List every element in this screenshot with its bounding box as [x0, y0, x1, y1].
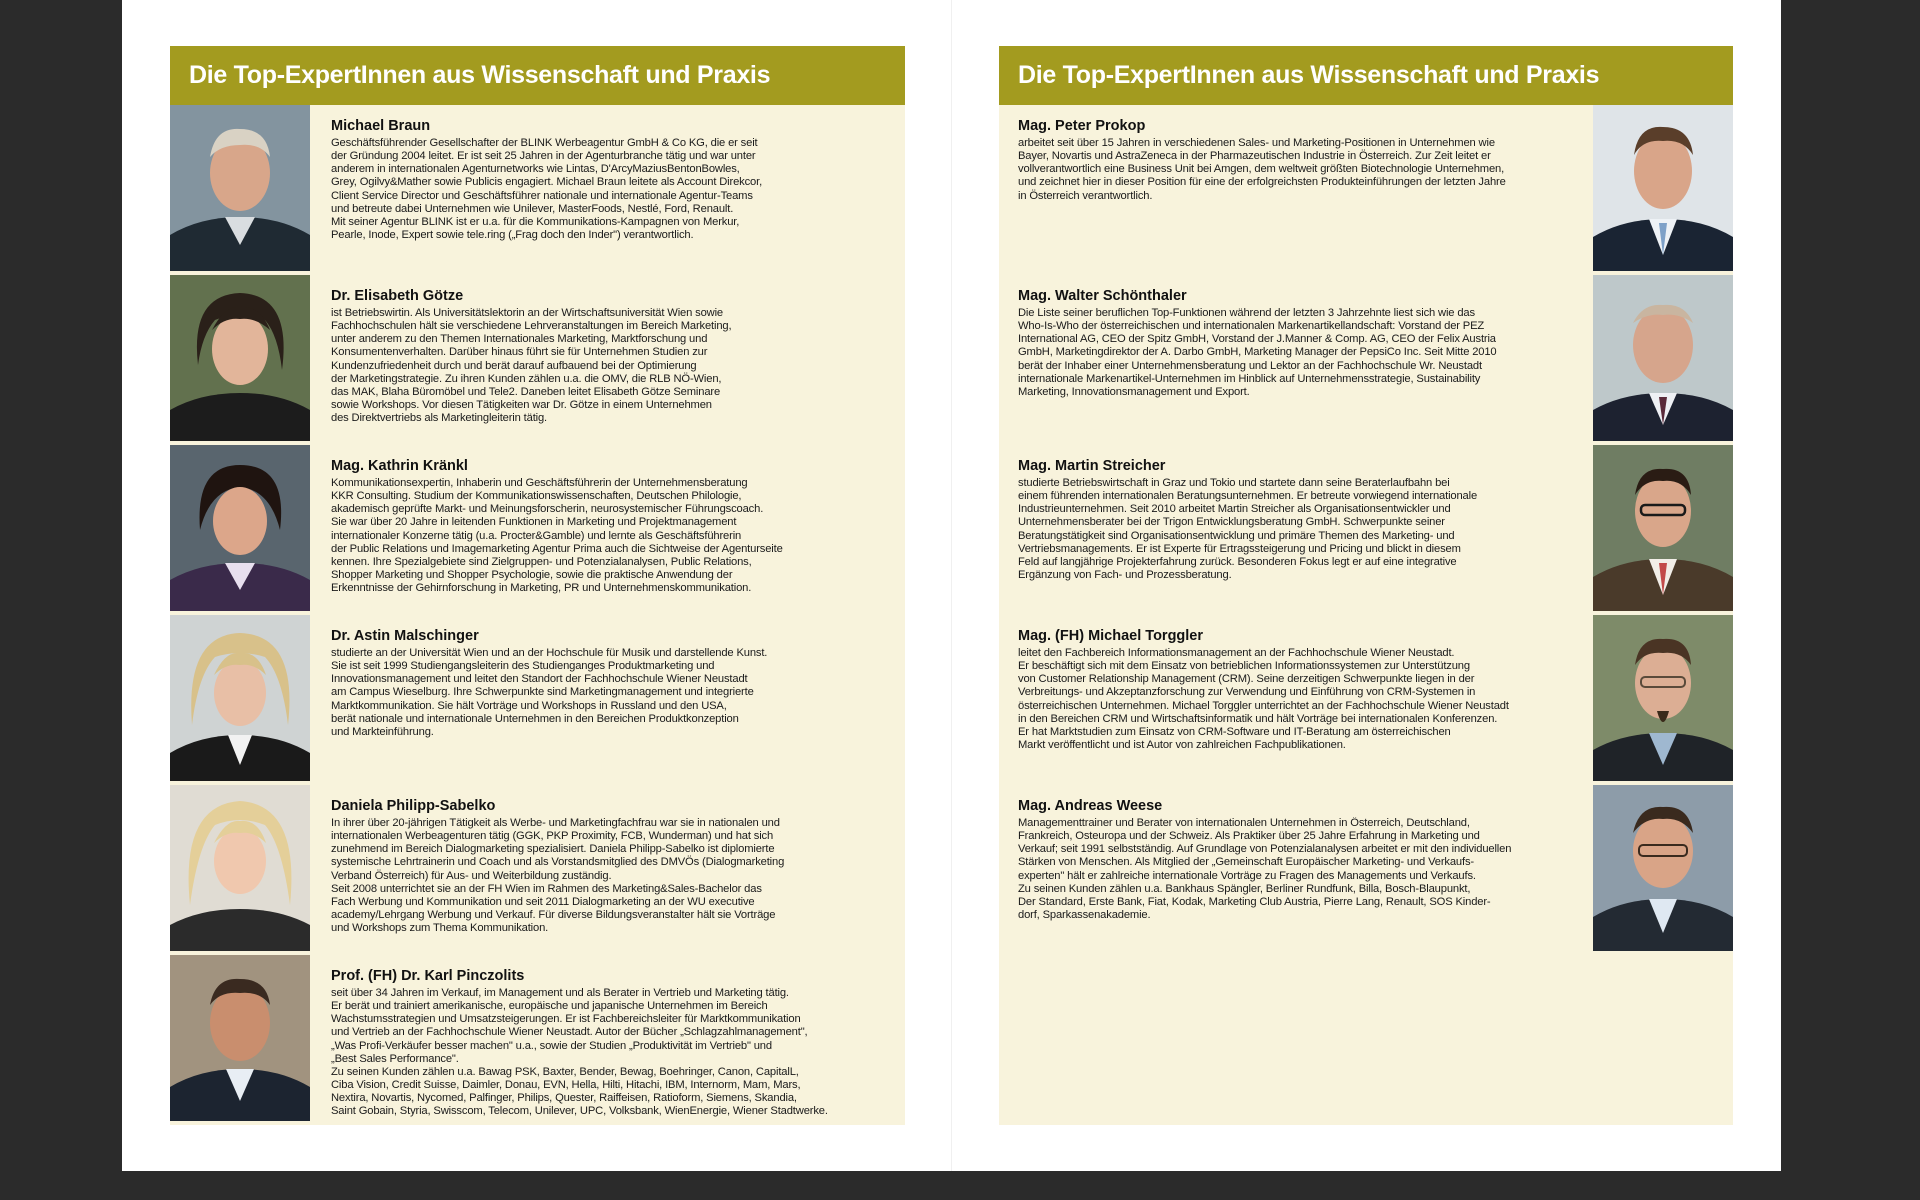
expert-bio: Kommunikationsexpertin, Inhaberin und Geschäftsführerin der Unternehmensberatung KKR Consulting. Studium der Kommunikationswissenschaften, Deutschen Philologie, akademisch geprüfte Markt- und Meinungsforscherin, neurosystemischer Führungscoach. Sie war über 20 Jahre in leitenden Funktionen in Marketing und Projektmanagement internationaler Konzerne tätig (u.a. Procter&Gamble) und lernte als Geschäftsführerin der Public Relations und Imagemarketing Agentur Prima auch die Sichtweise der Agenturseite kennen. Ihre Spezialgebiete sind Zielgruppen- und Potenzialanalysen, Public Relations, Shopper Marketing und Shopper Psychologie, sowie die praktische Anwendung der Erkenntnisse der Gehirnforschung in Marketing, PR und Unternehmenskommunikation. [331, 477, 783, 595]
expert-entry [999, 445, 1733, 611]
expert-bio: studierte Betriebswirtschaft in Graz und Tokio und startete dann seine Beraterlaufbahn bei einem führenden internationalen Beratungsunternehmen. Er betreute vorwiegend internationale Industrieunternehmen. Seit 2010 arbeitet Martin Streicher als Organisationsentwickler und Unternehmensberater bei der Trigon Entwicklungsberatung GmbH. Schwerpunkte seiner Beratungstätigkeit sind Organisationsentwicklung und primäre Themen des Marketing- und Vertriebsmanagements. Er ist Experte für Ertragssteigerung und Pricing und blickt in diesem Feld auf langjährige Projekterfahrung zurück. Besonderen Fokus legt er auf eine integrative Ergänzung von Fach- und Prozessberatung. [1018, 477, 1478, 582]
expert-bio: In ihrer über 20-jährigen Tätigkeit als Werbe- und Marketingfachfrau war sie in nationalen und internationalen Werbeagenturen tätig (GGK, PKP Proximity, FCB, Wunderman) und hat sich zunehmend im Bereich Dialogmarketing spezialisiert. Daniela Philipp-Sabelko ist diplomierte systemische Lehrtrainerin und Coach und als Vorstandsmitglied des DMVÖs (Dialogmarketing Verband Österreich) für Aus- und Weiterbildung zuständig. Seit 2008 unterrichtet sie an der FH Wien im Rahmen des Marketing&Sales-Bachelor das Fach Werbung und Kommunikation und seit 2011 Dialogmarketing an der WU executive academy/Lehrgang Werbung und Verkauf. Für diverse Bildungsveranstalter hält sie Vorträge und Workshops zum Thema Kommunikation. [331, 817, 785, 935]
expert-photo [1593, 615, 1733, 781]
expert-bio: leitet den Fachbereich Informationsmanagement an der Fachhochschule Wiener Neustadt. Er beschäftigt sich mit dem Einsatz von betrieblichen Informationssystemen zur Unterstützung von Customer Relationship Management (CRM). Seine derzeitigen Schwerpunkte liegen in der Verbreitungs- und Akzeptanzforschung zur Verwendung und Einführung von CRM-Systemen in österreichischen Unternehmen. Michael Torggler unterrichtet an der Fachhochschule Wiener Neustadt in den Bereichen CRM und Wirtschaftsinformatik und hält Vorträge bei internationalen Konferenzen. Er hat Marktstudien zum Einsatz von CRM-Software und IT-Beratung am österreichischen Markt veröffentlicht und ist Autor von zahlreichen Fachpublikationen. [1018, 647, 1509, 752]
right-page-panel [999, 46, 1733, 1125]
expert-bio: studierte an der Universität Wien und an der Hochschule für Musik und darstellende Kunst. Sie ist seit 1999 Studiengangsleiterin des Studienganges Produktmarketing und Innovationsmanagement und leitet den Standort der Fachhochschule Wiener Neustadt am Campus Wieselburg. Ihre Schwerpunkte sind Marketingmanagement und integrierte Marktkommunikation. Sie hält Vorträge und Workshops in Russland und den USA, berät nationale und internationale Unternehmen in den Bereichen Produktkonzeption und Markteinführung. [331, 647, 768, 738]
expert-entry [170, 445, 905, 611]
expert-entry [170, 275, 905, 441]
expert-name: Dr. Elisabeth Götze [331, 288, 464, 304]
expert-entry [999, 615, 1733, 781]
expert-name: Daniela Philipp-Sabelko [331, 798, 496, 814]
expert-entry [170, 615, 905, 781]
left-page-panel [170, 46, 905, 1125]
expert-photo [170, 445, 310, 611]
expert-text [331, 628, 891, 739]
expert-text [331, 118, 891, 242]
expert-photo [1593, 445, 1733, 611]
expert-name: Mag. (FH) Michael Torggler [1018, 628, 1204, 644]
expert-text [1018, 458, 1573, 582]
expert-name: Mag. Walter Schönthaler [1018, 288, 1187, 304]
expert-photo [170, 105, 310, 271]
expert-photo [1593, 275, 1733, 441]
expert-name: Michael Braun [331, 118, 431, 134]
expert-text [1018, 118, 1573, 203]
expert-text [331, 458, 891, 595]
expert-name: Prof. (FH) Dr. Karl Pinczolits [331, 968, 525, 984]
expert-bio: ist Betriebswirtin. Als Universitätslektorin an der Wirtschaftsuniversität Wien sowie Fachhochschulen hält sie verschiedene Lehrveranstaltungen im Bereich Marketing, unter anderem zu den Themen Internationales Marketing, Marktforschung und Konsumentenverhalten. Darüber hinaus führt sie für Unternehmen Studien zur Kundenzufriedenheit durch und berät darauf aufbauend bei der Optimierung der Marketingstrategie. Zu ihren Kunden zählen u.a. die OMV, die RLB NÖ-Wien, das MAK, Blaha Büromöbel und Tele2. Daneben leitet Elisabeth Götze Seminare sowie Workshops. Vor diesen Tätigkeiten war Dr. Götze in einem Unternehmen des Direktvertriebs als Marketingleiterin tätig. [331, 307, 732, 425]
expert-bio: seit über 34 Jahren im Verkauf, im Management und als Berater in Vertrieb und Marketing tätig. Er berät und trainiert amerikanische, europäische und japanische Unternehmen im Bereich Wachstumsstrategien und Umsatzsteigerungen. Er ist Fachbereichsleiter für Marktkommunikation und Vertrieb an der Fachhochschule Wiener Neustadt. Autor der Bücher „Schlagzahlmanagement", „Was Profi-Verkäufer besser machen" u.a., sowie der Studien „Produktivität im Vertrieb" und „Best Sales Performance". Zu seinen Kunden zählen u.a. Bawag PSK, Baxter, Bender, Bewag, Boehringer, Canon, CapitalL, Ciba Vision, Credit Suisse, Daimler, Donau, EVN, Hella, Hilti, Hitachi, IBM, Internorm, Mam, Mars, Nextira, Novartis, Nycomed, Palfinger, Philips, Quester, Raiffeisen, Ratioform, Siemens, Skandia, Saint Gobain, Styria, Swisscom, Telecom, Unilever, UPC, Volksbank, WienEnergie, Wiener Stadtwerke. [331, 987, 828, 1118]
expert-entry [170, 785, 905, 951]
expert-name: Mag. Andreas Weese [1018, 798, 1163, 814]
expert-bio: Managementtrainer und Berater von internationalen Unternehmen in Österreich, Deutschland, Frankreich, Osteuropa und der Schweiz. Als Praktiker über 25 Jahre Erfahrung in Marketing und Verkauf; seit 1991 selbstständig. Auf Grundlage von Potenzialanalysen arbeitet er mit den individuellen Stärken von Menschen. Als Mitglied der „Gemeinschaft Europäischer Marketing- und Verkaufs- experten" hält er zahlreiche internationale Vorträge zu Fragen des Managements und Verkaufs. Zu seinen Kunden zählen u.a. Bankhaus Spängler, Berliner Rundfunk, Billa, Bosch-Blaupunkt, Der Standard, Erste Bank, Fiat, Kodak, Marketing Club Austria, Pierre Lang, Renault, SOS Kinder- dorf, Sparkassenakademie. [1018, 817, 1512, 922]
expert-photo [170, 785, 310, 951]
expert-photo [170, 615, 310, 781]
left-page-banner-title: Die Top-ExpertInnen aus Wissenschaft und Praxis [170, 46, 905, 105]
expert-text [331, 798, 891, 935]
expert-bio: Geschäftsführender Gesellschafter der BLINK Werbeagentur GmbH & Co KG, die er seit der Gründung 2004 leitet. Er ist seit 25 Jahren in der Agenturbranche tätig und war unter anderem in internationalen Agenturnetworks wie Lintas, D'ArcyMaziusBentonBowles, Grey, Ogilvy&Mather sowie Publicis engagiert. Michael Braun leitete als Account Direkcor, Client Service Director und Geschäftsführer nationale und internationale Agentur-Teams und betreute dabei Unternehmen wie Unilever, MasterFoods, Nestlé, Ford, Renault. Mit seiner Agentur BLINK ist er u.a. für die Kommunikations-Kampagnen von Merkur, Pearle, Inode, Expert sowie tele.ring („Frag doch den Inder") verantwortlich. [331, 137, 763, 242]
page-divider [951, 0, 952, 1171]
expert-photo [170, 955, 310, 1121]
expert-entry [170, 105, 905, 271]
expert-text [1018, 288, 1573, 399]
expert-name: Dr. Astin Malschinger [331, 628, 479, 644]
expert-name: Mag. Kathrin Kränkl [331, 458, 468, 474]
expert-text [331, 968, 891, 1119]
expert-photo [1593, 785, 1733, 951]
expert-bio: arbeitet seit über 15 Jahren in verschiedenen Sales- und Marketing-Positionen in Unternehmen wie Bayer, Novartis und AstraZeneca in der Pharmazeutischen Industrie in Österreich. Zur Zeit leitet er vollverantwortlich eine Business Unit bei Amgen, dem weltweit größten Biotechnologie Unternehmen, und zeichnet hier in dieser Position für eine der erfolgreichsten Produkteinführungen der letzten Jahre in Österreich verantwortlich. [1018, 137, 1506, 202]
expert-text [331, 288, 891, 425]
expert-name: Mag. Peter Prokop [1018, 118, 1146, 134]
expert-bio: Die Liste seiner beruflichen Top-Funktionen während der letzten 3 Jahrzehnte liest sich wie das Who-Is-Who der österreichischen und internationalen Markenartikellandschaft: Vorstand der PEZ International AG, CEO der Spitz GmbH, Vorstand der J.Manner & Comp. AG, CEO der Felix Austria GmbH, Marketingdirektor der A. Darbo GmbH, Marketing Manager der PepsiCo Inc. Seit Mitte 2010 berät der Inhaber einer Unternehmensberatung und Lektor an der Fachhochschule Wr. Neustadt internationale Markenartikel-Unternehmen im Hinblick auf Unternehmensstrategie, Sustainability Marketing, Innovationsmanagement und Export. [1018, 307, 1497, 398]
expert-entry [999, 275, 1733, 441]
expert-entry [170, 955, 905, 1121]
page-spread [122, 0, 1781, 1171]
expert-entry [999, 105, 1733, 271]
expert-text [1018, 628, 1573, 752]
expert-name: Mag. Martin Streicher [1018, 458, 1166, 474]
expert-entry [999, 785, 1733, 951]
right-page-banner-title: Die Top-ExpertInnen aus Wissenschaft und Praxis [999, 46, 1733, 105]
expert-photo [170, 275, 310, 441]
expert-photo [1593, 105, 1733, 271]
expert-text [1018, 798, 1573, 922]
